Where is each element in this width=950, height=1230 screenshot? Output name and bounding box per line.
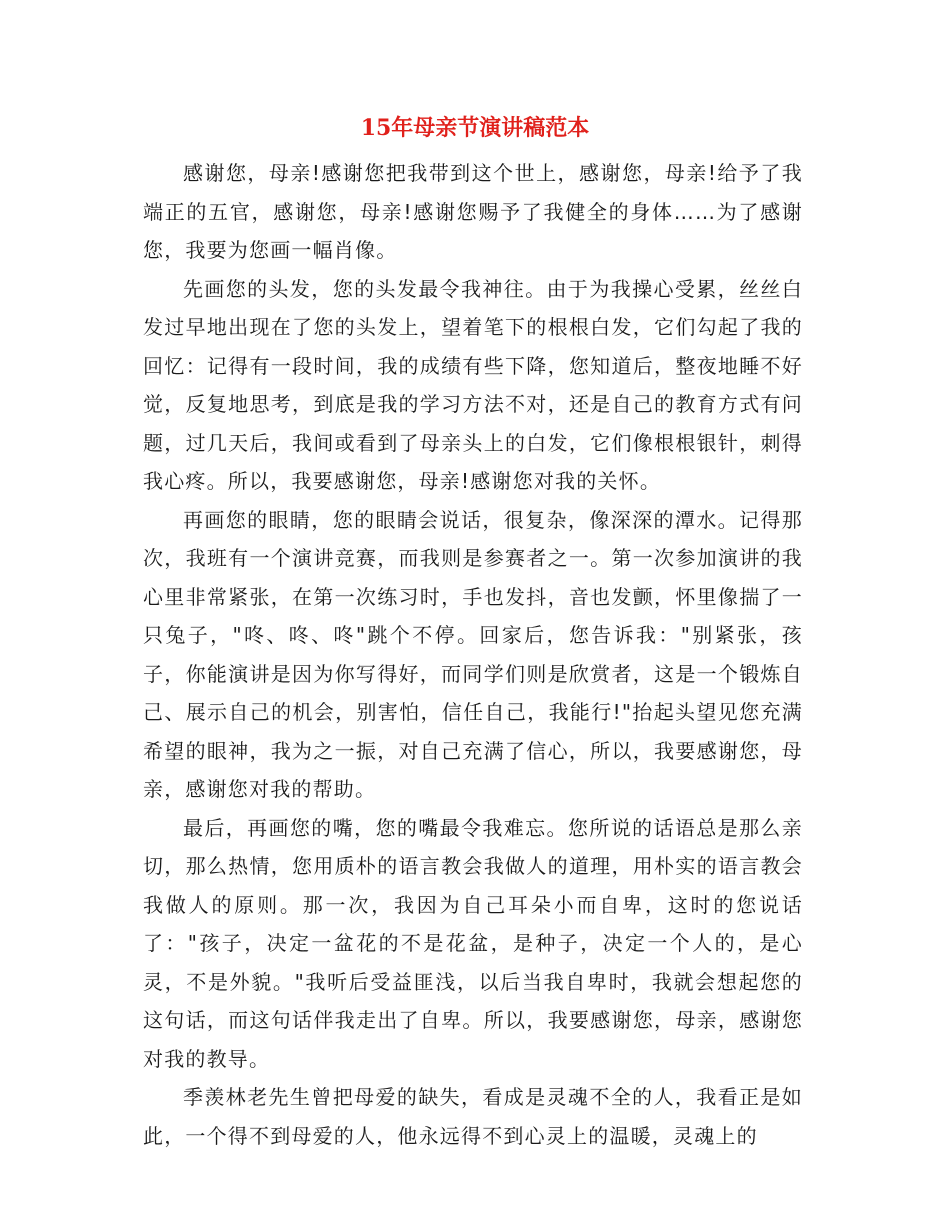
paragraph-4: 最后，再画您的嘴，您的嘴最令我难忘。您所说的话语总是那么亲切，那么热情，您用质朴的语言教会我做人的道理，用朴实的语言教会我做人的原则。那一次，我因为自己耳朵小而自卑，这时的您说话了："孩子，决定一盆花的不是花盆，是种子，决定一个人的，是心灵，不是外貌。"我听后受益匪浅，以后当我自卑时，我就会想起您的这句话，而这句话伴我走出了自卑。所以，我要感谢您，母亲，感谢您对我的教导。: [143, 815, 803, 1071]
page-title: 15年母亲节演讲稿范本: [360, 115, 590, 141]
paragraph-5: 季羡林老先生曾把母爱的缺失，看成是灵魂不全的人，我看正是如此，一个得不到母爱的人，他永远得不到心灵上的温暖，灵魂上的: [143, 1085, 803, 1148]
paragraph-2: 先画您的头发，您的头发最令我神往。由于为我操心受累，丝丝白发过早地出现在了您的头发上，望着笔下的根根白发，它们勾起了我的回忆：记得有一段时间，我的成绩有些下降，您知道后，整夜地睡不好觉，反复地思考，到底是我的学习方法不对，还是自己的教育方式有问题，过几天后，我间或看到了母亲头上的白发，它们像根根银针，刺得我心疼。所以，我要感谢您，母亲!感谢您对我的关怀。: [143, 276, 803, 493]
paragraph-1: 感谢您，母亲!感谢您把我带到这个世上，感谢您，母亲!给予了我端正的五官，感谢您，母亲!感谢您赐予了我健全的身体……为了感谢您，我要为您画一幅肖像。: [143, 161, 803, 262]
paragraph-3: 再画您的眼睛，您的眼睛会说话，很复杂，像深深的潭水。记得那次，我班有一个演讲竞赛，而我则是参赛者之一。第一次参加演讲的我心里非常紧张，在第一次练习时，手也发抖，音也发颤，怀里像揣了一只兔子，"咚、咚、咚"跳个不停。回家后，您告诉我："别紧张，孩子，你能演讲是因为你写得好，而同学们则是欣赏者，这是一个锻炼自己、展示自己的机会，别害怕，信任自己，我能行!"抬起头望见您充满希望的眼神，我为之一振，对自己充满了信心，所以，我要感谢您，母亲，感谢您对我的帮助。: [143, 507, 803, 801]
document-body: [143, 154, 803, 1155]
